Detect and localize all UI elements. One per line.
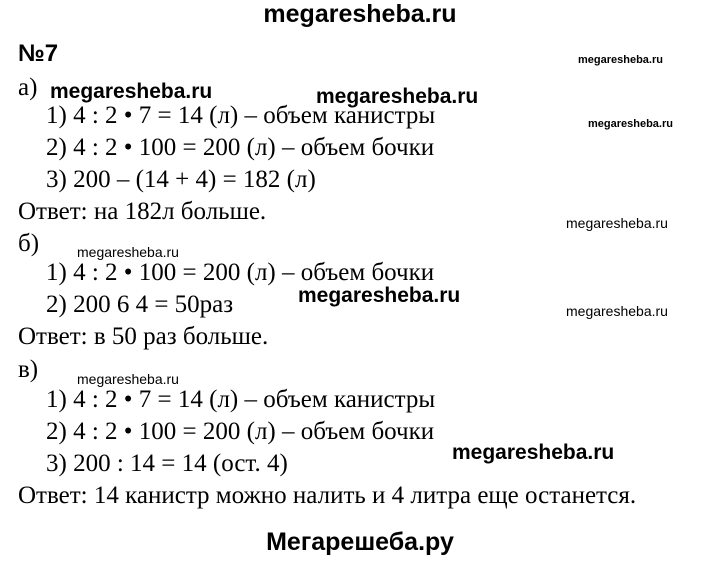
watermark: megaresheba.ru (566, 215, 668, 231)
section-c-answer: Ответ: 14 канистр можно налить и 4 литра еще останется. (18, 482, 637, 509)
watermark: megaresheba.ru (578, 54, 663, 66)
watermark: megaresheba.ru (77, 371, 179, 387)
site-header-title: megaresheba.ru (263, 0, 457, 28)
section-c-label: в) (18, 356, 39, 383)
watermark: megaresheba.ru (77, 244, 179, 260)
task-number: №7 (18, 40, 59, 67)
watermark: megaresheba.ru (566, 303, 668, 319)
watermark: megaresheba.ru (452, 441, 615, 464)
watermark: megaresheba.ru (588, 118, 673, 130)
watermark: megaresheba.ru (298, 284, 461, 307)
section-a-step-2: 2) 4 : 2 • 100 = 200 (л) – объем бочки (46, 134, 435, 161)
section-b-label: б) (18, 230, 40, 257)
section-a-answer: Ответ: на 182л больше. (18, 198, 267, 225)
site-footer-title: Мегарешеба.ру (266, 528, 454, 556)
section-b-step-2: 2) 200 6 4 = 50раз (46, 291, 234, 318)
section-b-step-1: 1) 4 : 2 • 100 = 200 (л) – объем бочки (46, 259, 435, 286)
section-c-step-3: 3) 200 : 14 = 14 (ост. 4) (46, 450, 288, 477)
section-c-step-1: 1) 4 : 2 • 7 = 14 (л) – объем канистры (46, 386, 436, 413)
watermark: megaresheba.ru (316, 85, 479, 108)
watermark: megaresheba.ru (50, 80, 213, 103)
section-a-label: а) (18, 74, 38, 101)
section-a-step-1: 1) 4 : 2 • 7 = 14 (л) – объем канистры (46, 102, 436, 129)
section-c-step-2: 2) 4 : 2 • 100 = 200 (л) – объем бочки (46, 418, 435, 445)
section-b-answer: Ответ: в 50 раз больше. (18, 323, 269, 350)
section-a-step-3: 3) 200 – (14 + 4) = 182 (л) (46, 166, 316, 193)
